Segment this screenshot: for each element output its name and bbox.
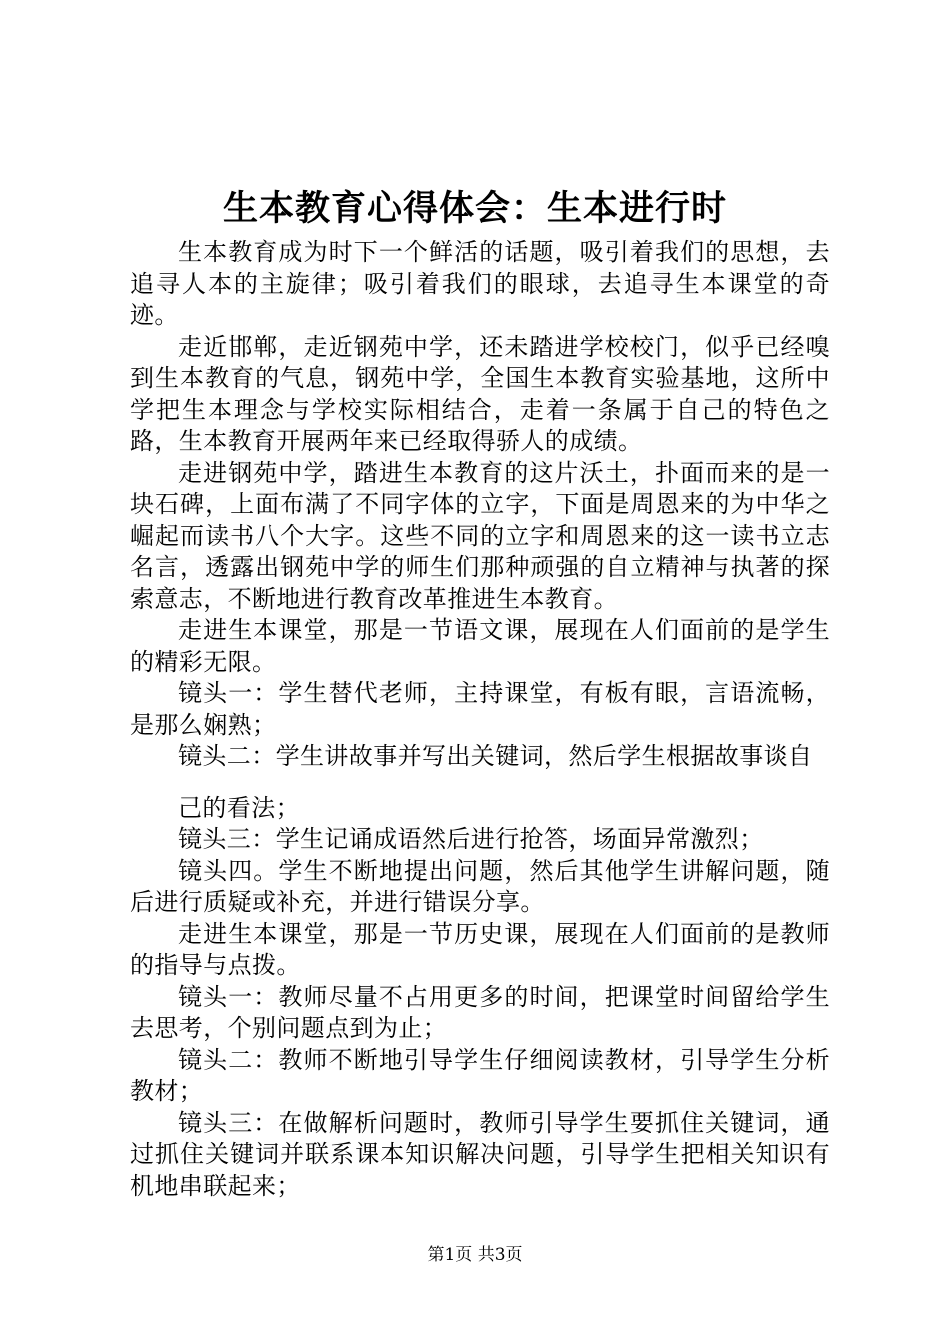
paragraph: 己的看法；	[178, 793, 300, 822]
paragraph: 镜头二：教师不断地引导学生仔细阅读教材，引导学生分析教材；	[130, 1045, 830, 1105]
document-body	[130, 237, 830, 1202]
document-title: 生本教育心得体会：生本进行时	[222, 188, 727, 229]
paragraph: 镜头三：学生记诵成语然后进行抢答，场面异常激烈；	[178, 825, 764, 853]
paragraph: 走进生本课堂，那是一节历史课，展现在人们面前的是教师的指导与点拨。	[130, 919, 830, 979]
paragraph: 镜头一：学生替代老师，主持课堂，有板有眼，言语流畅，是那么娴熟；	[130, 679, 830, 739]
paragraph: 走进生本课堂，那是一节语文课，展现在人们面前的是学生的精彩无限。	[130, 616, 830, 676]
paragraph: 走近邯郸，走近钢苑中学，还未踏进学校校门，似乎已经嗅到生本教育的气息，钢苑中学，全国生本教育实验基地，这所中学把生本理念与学校实际相结合，走着一条属于自己的特色之路，生本教育开展两年来已经取得骄人的成绩。	[130, 332, 830, 455]
paragraph: 走进钢苑中学，踏进生本教育的这片沃土，扑面而来的是一块石碑，上面布满了不同字体的立字，下面是周恩来的为中华之崛起而读书八个大字。这些不同的立字和周恩来的这一读书立志名言，透露出钢苑中学的师生们那种顽强的自立精神与执著的探索意志，不断地进行教育改革推进生本教育。	[130, 458, 830, 613]
paragraph: 生本教育成为时下一个鲜活的话题，吸引着我们的思想，去追寻人本的主旋律；吸引着我们的眼球，去追寻生本课堂的奇迹。	[130, 238, 830, 329]
paragraph: 镜头四。学生不断地提出问题，然后其他学生讲解问题，随后进行质疑或补充，并进行错误分享。	[130, 856, 830, 916]
page-number-footer: 第1页 共3页	[427, 1245, 523, 1265]
paragraph: 镜头三：在做解析问题时，教师引导学生要抓住关键词，通过抓住关键词并联系课本知识解决问题，引导学生把相关知识有机地串联起来；	[130, 1108, 830, 1200]
paragraph: 镜头二：学生讲故事并写出关键词，然后学生根据故事谈自	[178, 742, 813, 770]
paragraph: 镜头一：教师尽量不占用更多的时间，把课堂时间留给学生去思考，个别问题点到为止；	[130, 982, 830, 1042]
